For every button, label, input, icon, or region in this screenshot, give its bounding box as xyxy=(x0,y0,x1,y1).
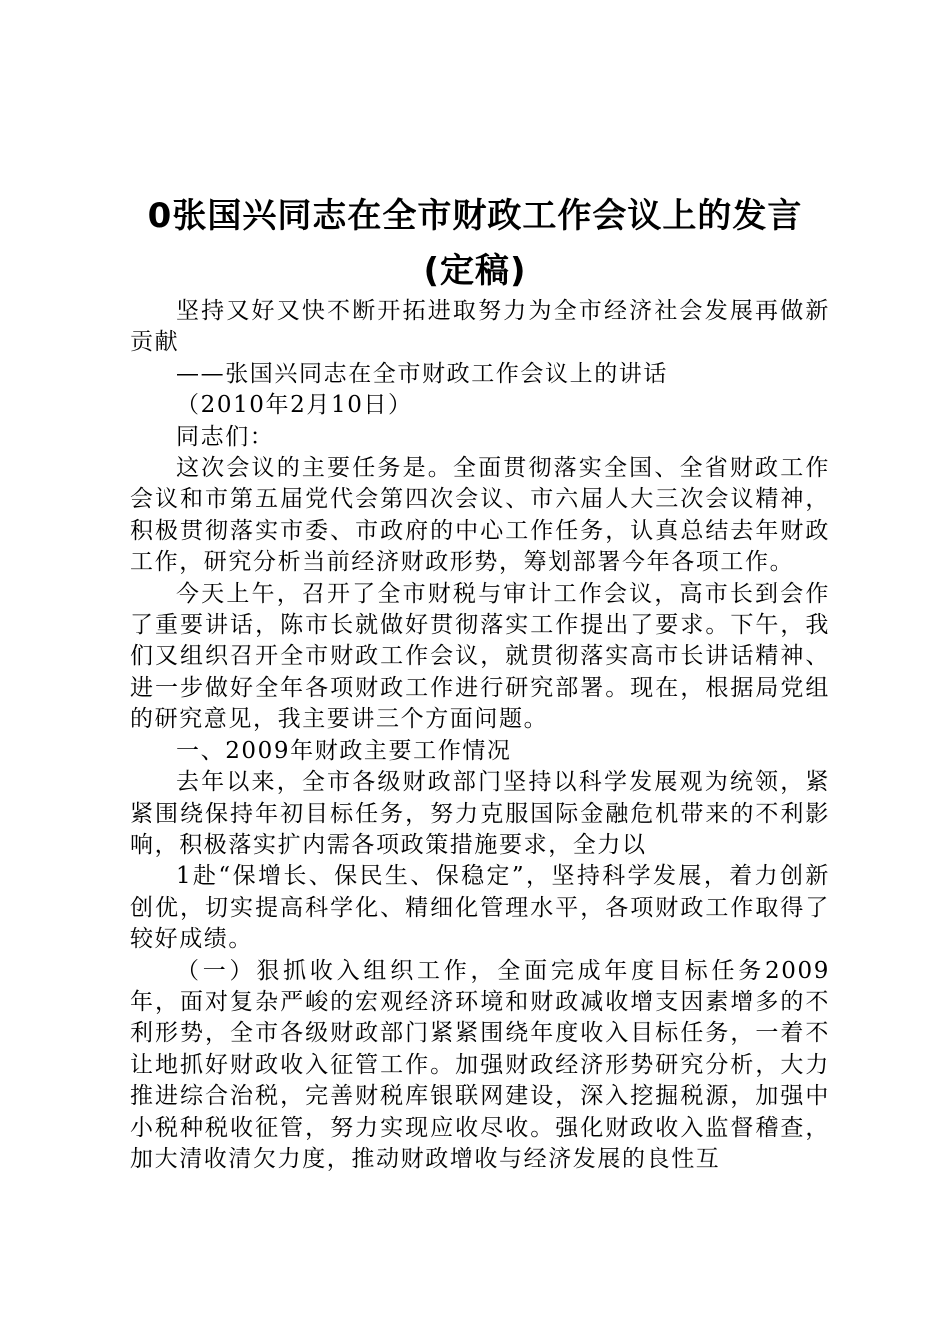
document-title-line-1: 0张国兴同志在全市财政工作会议上的发言 xyxy=(147,196,803,236)
speech-date: （2010年2月10日） xyxy=(176,392,413,419)
document-body xyxy=(130,296,830,1175)
body-paragraph: 去年以来，全市各级财政部门坚持以科学发展观为统领，紧紧围绕保持年初目标任务，努力克服国际金融危机带来的不利影响，积极落实扩内需各项政策措施要求，全力以 xyxy=(130,769,830,858)
body-paragraph: 1赴“保增长、保民生、保稳定”，坚持科学发展，着力创新创优，切实提高科学化、精细化管理水平，各项财政工作取得了较好成绩。 xyxy=(130,863,830,953)
body-paragraph: （一）狠抓收入组织工作，全面完成年度目标任务2009年，面对复杂严峻的宏观经济环境和财政减收增支因素增多的不利形势，全市各级财政部门紧紧围绕年度收入目标任务，一着不让地抓好财政收入征管工作。加强财政经济形势研究分析，大力推进综合治税，完善财税库银联网建设，深入挖掘税源，加强中小税种税收征管，努力实现应收尽收。强化财政收入监督稽查，加大清收清欠力度，推动财政增收与经济发展的良性互 xyxy=(130,957,830,1172)
subtitle-paragraph: 坚持又好又快不断开拓进取努力为全市经济社会发展再做新贡献 xyxy=(130,298,830,356)
salutation: 同志们： xyxy=(176,423,275,450)
body-paragraph: 这次会议的主要任务是。全面贯彻落实全国、全省财政工作会议和市第五届党代会第四次会议、市六届人大三次会议精神，积极贯彻落实市委、市政府的中心工作任务，认真总结去年财政工作，研究分析当前经济财政形势，筹划部署今年各项工作。 xyxy=(130,455,830,576)
body-paragraph: 今天上午，召开了全市财税与审计工作会议，高市长到会作了重要讲话，陈市长就做好贯彻落实工作提出了要求。下午，我们又组织召开全市财政工作会议，就贯彻落实高市长讲话精神、进一步做好全年各项财政工作进行研究部署。现在，根据局党组的研究意见，我主要讲三个方面问题。 xyxy=(130,580,830,733)
section-heading: 一、2009年财政主要工作情况 xyxy=(176,737,512,764)
speech-attribution: ——张国兴同志在全市财政工作会议上的讲话 xyxy=(176,360,668,387)
document-title-line-2: (定稿) xyxy=(423,251,527,291)
